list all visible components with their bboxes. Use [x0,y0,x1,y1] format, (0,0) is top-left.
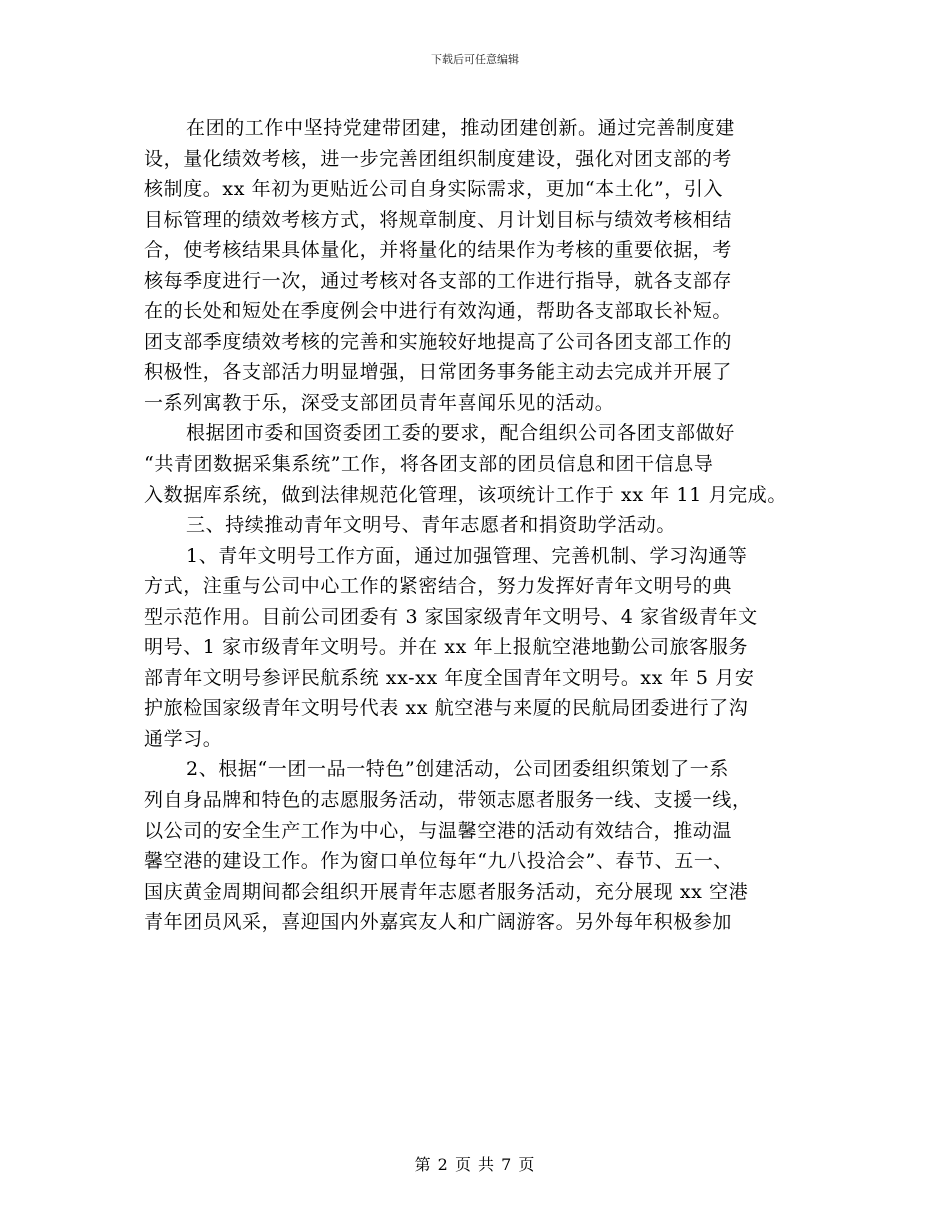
text-line: 根据团市委和国资委团工委的要求，配合组织公司各团支部做好 [186,422,735,445]
page-number: 第 2 页 共 7 页 [414,1155,536,1174]
text-line: 合，使考核结果具体量化，并将量化的结果作为考核的重要依据，考 [144,239,733,262]
text-line: 部青年文明号参评民航系统 xx-xx 年度全国青年文明号。xx 年 5 月安 [144,666,755,689]
text-line: 核每季度进行一次，通过考核对各支部的工作进行指导，就各支部存 [144,269,733,292]
text-line: 1、青年文明号工作方面，通过加强管理、完善机制、学习沟通等 [186,544,748,567]
text-line: 方式，注重与公司中心工作的紧密结合，努力发挥好青年文明号的典 [144,575,733,598]
text-line: 在的长处和短处在季度例会中进行有效沟通，帮助各支部取长补短。 [144,300,733,323]
text-line: 列自身品牌和特色的志愿服务活动，带领志愿者服务一线、支援一线， [144,789,752,812]
text-line: 以公司的安全生产工作为中心，与温馨空港的活动有效结合，推动温 [144,819,733,842]
text-line: 目标管理的绩效考核方式，将规章制度、月计划目标与绩效考核相结 [144,208,733,231]
text-line: 明号、1 家市级青年文明号。并在 xx 年上报航空港地勤公司旅客服务 [144,636,749,659]
text-line: 核制度。xx 年初为更贴近公司自身实际需求，更加“本土化”，引入 [144,178,724,201]
text-line: 设，量化绩效考核，进一步完善团组织制度建设，强化对团支部的考 [144,147,733,170]
text-line: 国庆黄金周期间都会组织开展青年志愿者服务活动，充分展现 xx 空港 [144,880,749,903]
text-line: 型示范作用。目前公司团委有 3 家国家级青年文明号、4 家省级青年文 [144,605,758,628]
text-line: 入数据库系统，做到法律规范化管理，该项统计工作于 xx 年 11 月完成。 [144,483,787,506]
text-line: “共青团数据采集系统”工作，将各团支部的团员信息和团干信息导 [144,453,714,476]
text-line: 团支部季度绩效考核的完善和实施较好地提高了公司各团支部工作的 [144,330,733,353]
text-line: 一系列寓教于乐，深受支部团员青年喜闻乐见的活动。 [144,391,615,414]
body-text [144,113,814,938]
text-line: 通学习。 [144,727,223,750]
text-line: 2、根据“一团一品一特色”创建活动，公司团委组织策划了一系 [186,758,729,781]
text-line: 护旅检国家级青年文明号代表 xx 航空港与来厦的民航局团委进行了沟 [144,697,749,720]
text-line: 馨空港的建设工作。作为窗口单位每年“九八投洽会”、春节、五一、 [144,850,734,873]
text-line: 在团的工作中坚持党建带团建，推动团建创新。通过完善制度建 [186,117,735,139]
text-line: 三、持续推动青年文明号、青年志愿者和捐资助学活动。 [186,514,677,537]
page-header: 下载后可任意编辑 [431,53,519,66]
text-line: 积极性，各支部活力明显增强，日常团务事务能主动去完成并开展了 [144,361,733,384]
text-line: 青年团员风采，喜迎国内外嘉宾友人和广阔游客。另外每年积极参加 [144,911,733,934]
